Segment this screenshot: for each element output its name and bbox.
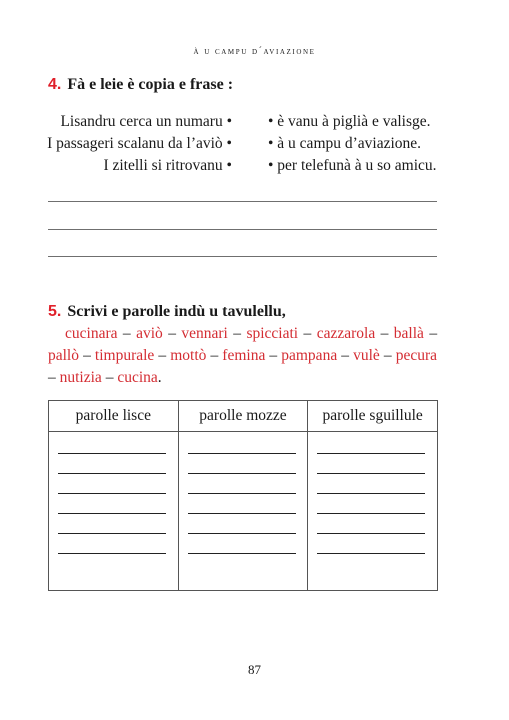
right-item-1: • è vanu à piglià e valisge.: [268, 113, 431, 130]
table-header-mozze: parolle mozze: [178, 401, 308, 432]
separator: –: [303, 325, 312, 342]
word-list: [48, 323, 437, 389]
left-item-3: I zitelli si ritrovanu •: [103, 157, 232, 174]
separator: –: [383, 347, 392, 364]
separator: –: [269, 347, 278, 364]
write-line[interactable]: [317, 473, 425, 474]
write-line[interactable]: [188, 453, 296, 454]
running-head: à u campu d´aviazione: [193, 46, 316, 57]
write-line[interactable]: [188, 513, 296, 514]
write-line[interactable]: [58, 473, 166, 474]
write-line[interactable]: [58, 553, 166, 554]
word: pallò: [48, 347, 79, 364]
word: aviò: [136, 325, 163, 342]
word-table: [48, 400, 438, 591]
write-line[interactable]: [188, 553, 296, 554]
answer-line-3[interactable]: [48, 256, 437, 257]
left-item-1: Lisandru cerca un numaru •: [60, 113, 232, 130]
word: cucinara: [65, 325, 118, 342]
write-line[interactable]: [317, 553, 425, 554]
left-item-2: I passageri scalanu da l’aviò •: [47, 135, 232, 152]
column-lisce: [49, 432, 179, 591]
separator: –: [341, 347, 350, 364]
word: vulè: [353, 347, 380, 364]
answer-line-1[interactable]: [48, 201, 437, 202]
write-line[interactable]: [188, 493, 296, 494]
write-line[interactable]: [188, 533, 296, 534]
write-line[interactable]: [317, 493, 425, 494]
word: cucina: [117, 369, 158, 386]
separator: –: [105, 369, 114, 386]
table-header-sguillule: parolle sguillule: [308, 401, 438, 432]
write-line[interactable]: [188, 473, 296, 474]
answer-line-2[interactable]: [48, 229, 437, 230]
word: ballà: [393, 325, 424, 342]
right-item-3: • per telefunà à u so amicu.: [268, 157, 437, 174]
word: nutizia: [59, 369, 102, 386]
separator: –: [48, 369, 56, 386]
write-line[interactable]: [58, 513, 166, 514]
word: pampana: [281, 347, 338, 364]
separator: –: [168, 325, 176, 342]
page-number: 87: [248, 662, 261, 677]
word: pecura: [395, 347, 438, 364]
word: vennari: [181, 325, 228, 342]
separator: –: [233, 325, 242, 342]
table-header-lisce: parolle lisce: [49, 401, 179, 432]
write-line[interactable]: [58, 533, 166, 534]
column-mozze: [178, 432, 308, 591]
write-line[interactable]: [317, 453, 425, 454]
column-sguillule: [308, 432, 438, 591]
write-line[interactable]: [317, 513, 425, 514]
write-line[interactable]: [58, 453, 166, 454]
separator: –: [158, 347, 167, 364]
write-line[interactable]: [317, 533, 425, 534]
word: timpurale: [94, 347, 155, 364]
exercise-4-instruction: Fà e leie è copia e frase :: [67, 76, 234, 93]
word: mottò: [170, 347, 207, 364]
exercise-4-number: 4.: [48, 76, 62, 93]
word: cazzarola: [316, 325, 376, 342]
exercise-5-instruction: Scrivi e parolle indù u tavulellu,: [67, 303, 286, 320]
exercise-5-title: [48, 303, 286, 321]
exercise-4-title: [48, 76, 233, 94]
separator: –: [380, 325, 389, 342]
word: spicciati: [246, 325, 299, 342]
final-period: .: [157, 369, 162, 386]
separator: –: [429, 325, 438, 342]
right-item-2: • à u campu d’aviazione.: [268, 135, 422, 152]
separator: –: [83, 347, 91, 364]
exercise-5-number: 5.: [48, 303, 62, 320]
word: femina: [222, 347, 266, 364]
separator: –: [210, 347, 219, 364]
write-line[interactable]: [58, 493, 166, 494]
separator: –: [122, 325, 131, 342]
